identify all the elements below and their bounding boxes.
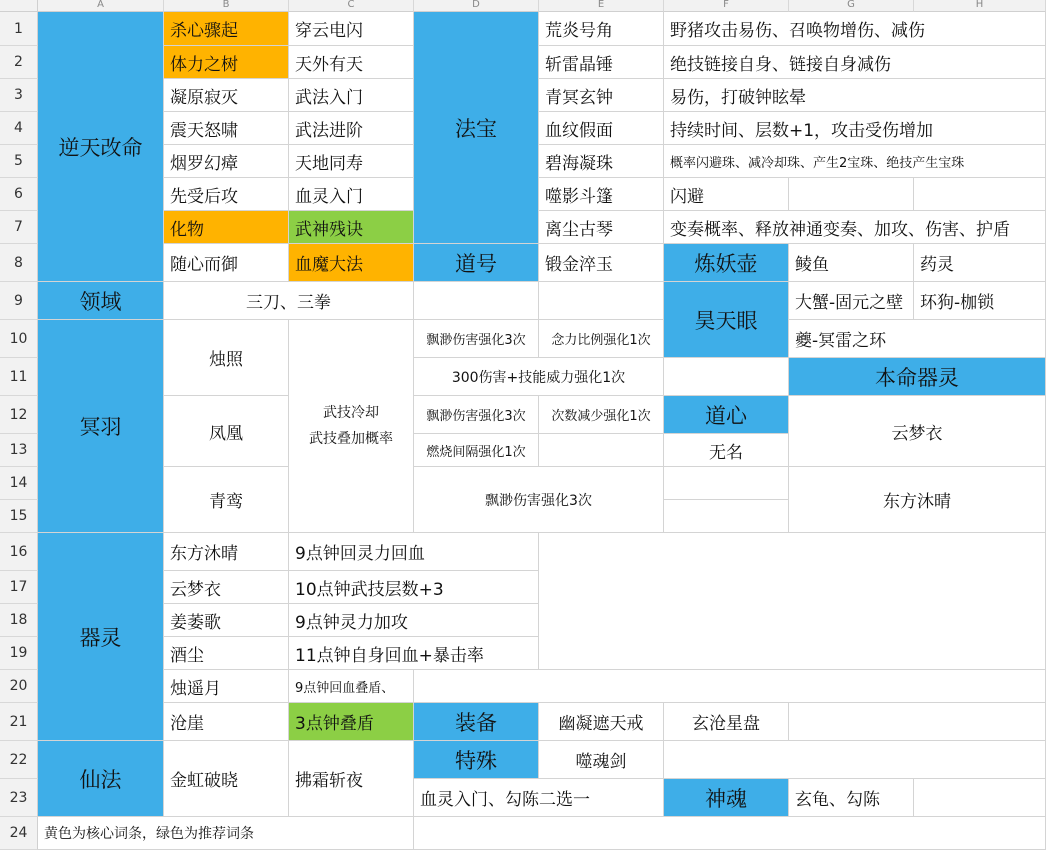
benming-value-cell[interactable]: 云梦衣 (789, 396, 1046, 467)
empty-cell[interactable] (789, 703, 1046, 741)
nitian-skill-cell[interactable]: 体力之树 (164, 46, 289, 79)
row-header[interactable]: 13 (0, 434, 38, 467)
section-lingyu[interactable]: 领域 (38, 282, 164, 320)
qiling-name-cell[interactable]: 东方沐晴 (164, 533, 289, 571)
empty-cell[interactable] (539, 533, 1046, 670)
empty-cell[interactable] (914, 779, 1046, 817)
row-header[interactable]: 12 (0, 396, 38, 434)
row-header[interactable]: 16 (0, 533, 38, 571)
row-header[interactable]: 4 (0, 112, 38, 145)
fabao-name-cell[interactable]: 离尘古琴 (539, 211, 664, 244)
column-header-a[interactable]: A (38, 0, 164, 12)
row-header[interactable]: 21 (0, 703, 38, 741)
nitian-skill-cell[interactable]: 穿云电闪 (289, 12, 414, 46)
fabao-desc-cell[interactable]: 变奏概率、释放神通变奏、加攻、伤害、护盾 (664, 211, 1046, 244)
empty-cell[interactable] (914, 178, 1046, 211)
row-header[interactable]: 6 (0, 178, 38, 211)
qiling-desc-cell[interactable]: 9点钟灵力加攻 (289, 604, 539, 637)
nitian-skill-cell[interactable]: 血灵入门 (289, 178, 414, 211)
qiling-desc-cell[interactable]: 10点钟武技层数+3 (289, 571, 539, 604)
mingyu-shared-line1: 武技冷却 (323, 405, 379, 421)
section-shenhun[interactable]: 神魂 (664, 779, 789, 817)
section-mingyu[interactable]: 冥羽 (38, 320, 164, 533)
row-header[interactable]: 18 (0, 604, 38, 637)
benming-value-cell[interactable]: 东方沐晴 (789, 467, 1046, 533)
nitian-skill-cell[interactable]: 武神残诀 (289, 211, 414, 244)
haotianyan-value-cell[interactable]: 环狗-枷锁 (914, 282, 1046, 320)
zhuangbei-value-cell[interactable]: 玄沧星盘 (664, 703, 789, 741)
empty-cell[interactable] (414, 817, 1046, 850)
fabao-name-cell[interactable]: 碧海凝珠 (539, 145, 664, 178)
mingyu-detail-cell[interactable]: 飘渺伤害强化3次 (414, 396, 539, 434)
section-qiling[interactable]: 器灵 (38, 533, 164, 741)
nitian-skill-cell[interactable]: 先受后攻 (164, 178, 289, 211)
zhuangbei-value-cell[interactable]: 幽凝遮天戒 (539, 703, 664, 741)
nitian-skill-cell[interactable]: 震天怒啸 (164, 112, 289, 145)
row-header[interactable]: 7 (0, 211, 38, 244)
nitian-skill-cell[interactable]: 武法进阶 (289, 112, 414, 145)
qiling-desc-cell[interactable]: 11点钟自身回血+暴击率 (289, 637, 539, 670)
fabao-desc-cell[interactable]: 闪避 (664, 178, 789, 211)
qiling-name-cell[interactable]: 姜萎歌 (164, 604, 289, 637)
qiling-desc-cell[interactable]: 9点钟回灵力回血 (289, 533, 539, 571)
haotianyan-value-cell[interactable]: 大蟹-固元之壁 (789, 282, 914, 320)
row-header[interactable]: 14 (0, 467, 38, 500)
row-header[interactable]: 22 (0, 741, 38, 779)
section-daohao[interactable]: 道号 (414, 244, 539, 282)
nitian-skill-cell[interactable]: 天外有天 (289, 46, 414, 79)
row-header[interactable]: 1 (0, 12, 38, 46)
empty-cell[interactable] (664, 467, 789, 500)
fabao-name-cell[interactable]: 血纹假面 (539, 112, 664, 145)
empty-cell[interactable] (664, 500, 789, 533)
mingyu-detail-cell[interactable]: 飘渺伤害强化3次 (414, 467, 664, 533)
nitian-skill-cell[interactable]: 化物 (164, 211, 289, 244)
column-header-d[interactable]: D (414, 0, 539, 12)
haotianyan-value-cell[interactable]: 夔-冥雷之环 (789, 320, 1046, 358)
row-header[interactable]: 8 (0, 244, 38, 282)
row-header[interactable]: 10 (0, 320, 38, 358)
nitian-skill-cell[interactable]: 血魔大法 (289, 244, 414, 282)
fabao-name-cell[interactable]: 青冥玄钟 (539, 79, 664, 112)
empty-cell[interactable] (539, 282, 664, 320)
legend-note-cell[interactable]: 黄色为核心词条，绿色为推荐词条 (38, 817, 414, 850)
qiling-name-cell[interactable]: 酒尘 (164, 637, 289, 670)
section-xianfa[interactable]: 仙法 (38, 741, 164, 817)
row-header[interactable]: 19 (0, 637, 38, 670)
lianyaohu-value-cell[interactable]: 鲮鱼 (789, 244, 914, 282)
section-fabao[interactable]: 法宝 (414, 12, 539, 244)
fabao-desc-cell[interactable]: 概率闪避珠、减冷却珠、产生2宝珠、绝技产生宝珠 (664, 145, 1046, 178)
select-all-corner[interactable] (0, 0, 38, 12)
row-header[interactable]: 3 (0, 79, 38, 112)
row-header[interactable]: 15 (0, 500, 38, 533)
mingyu-detail-cell[interactable]: 次数减少强化1次 (539, 396, 664, 434)
nitian-skill-cell[interactable]: 武法入门 (289, 79, 414, 112)
mingyu-shared-cell[interactable] (289, 320, 414, 533)
mingyu-fenghuang-cell[interactable]: 凤凰 (164, 396, 289, 467)
empty-cell[interactable] (664, 741, 1046, 779)
xianfa-value-cell[interactable]: 拂霜斩夜 (289, 741, 414, 817)
lianyaohu-value-cell[interactable]: 药灵 (914, 244, 1046, 282)
section-benming-qiling[interactable]: 本命器灵 (789, 358, 1046, 396)
row-header[interactable]: 9 (0, 282, 38, 320)
row-header[interactable]: 17 (0, 571, 38, 604)
r23-note-cell[interactable]: 血灵入门、勾陈二选一 (414, 779, 664, 817)
nitian-skill-cell[interactable]: 凝原寂灭 (164, 79, 289, 112)
lingyu-value-cell[interactable]: 三刀、三拳 (164, 282, 414, 320)
fabao-desc-cell[interactable]: 绝技链接自身、链接自身减伤 (664, 46, 1046, 79)
section-haotianyan[interactable]: 昊天眼 (664, 282, 789, 358)
fabao-name-cell[interactable]: 斩雷晶锤 (539, 46, 664, 79)
empty-cell[interactable] (539, 434, 664, 467)
mingyu-qingluan-cell[interactable]: 青鸾 (164, 467, 289, 533)
section-teshu[interactable]: 特殊 (414, 741, 539, 779)
row-header[interactable]: 11 (0, 358, 38, 396)
mingyu-detail-cell[interactable]: 300伤害+技能威力强化1次 (414, 358, 664, 396)
mingyu-zhuzhao-cell[interactable]: 烛照 (164, 320, 289, 396)
row-header[interactable]: 24 (0, 817, 38, 850)
xianfa-value-cell[interactable]: 金虹破晓 (164, 741, 289, 817)
row-header[interactable]: 23 (0, 779, 38, 817)
column-header-b[interactable]: B (164, 0, 289, 12)
empty-cell[interactable] (789, 178, 914, 211)
nitian-skill-cell[interactable]: 烟罗幻瘴 (164, 145, 289, 178)
column-header-g[interactable]: G (789, 0, 914, 12)
section-lianyaohu[interactable]: 炼妖壶 (664, 244, 789, 282)
column-header-c[interactable]: C (289, 0, 414, 12)
qiling-desc-cell[interactable]: 9点钟回血叠盾、 (289, 670, 414, 703)
empty-cell[interactable] (414, 670, 1046, 703)
section-zhuangbei[interactable]: 装备 (414, 703, 539, 741)
column-header-h[interactable]: H (914, 0, 1046, 12)
qiling-name-cell[interactable]: 烛遥月 (164, 670, 289, 703)
shenhun-value-cell[interactable]: 玄龟、勾陈 (789, 779, 914, 817)
section-nitian-gaiming[interactable]: 逆天改命 (38, 12, 164, 282)
fabao-desc-cell[interactable]: 持续时间、层数+1，攻击受伤增加 (664, 112, 1046, 145)
column-header-f[interactable]: F (664, 0, 789, 12)
mingyu-detail-cell[interactable]: 飘渺伤害强化3次 (414, 320, 539, 358)
mingyu-shared-line2: 武技叠加概率 (309, 431, 393, 447)
nitian-skill-cell[interactable]: 随心而御 (164, 244, 289, 282)
row-header[interactable]: 2 (0, 46, 38, 79)
mingyu-detail-cell[interactable]: 念力比例强化1次 (539, 320, 664, 358)
fabao-desc-cell[interactable]: 野猪攻击易伤、召唤物增伤、减伤 (664, 12, 1046, 46)
empty-cell[interactable] (414, 282, 539, 320)
qiling-name-cell[interactable]: 沧崖 (164, 703, 289, 741)
section-daoxin[interactable]: 道心 (664, 396, 789, 434)
nitian-skill-cell[interactable]: 杀心骤起 (164, 12, 289, 46)
fabao-name-cell[interactable]: 荒炎号角 (539, 12, 664, 46)
daohao-value-cell[interactable]: 锻金淬玉 (539, 244, 664, 282)
teshu-value-cell[interactable]: 噬魂剑 (539, 741, 664, 779)
empty-cell[interactable] (664, 358, 789, 396)
row-header[interactable]: 20 (0, 670, 38, 703)
column-header-e[interactable]: E (539, 0, 664, 12)
nitian-skill-cell[interactable]: 天地同寿 (289, 145, 414, 178)
fabao-desc-cell[interactable]: 易伤，打破钟眩晕 (664, 79, 1046, 112)
qiling-name-cell[interactable]: 云梦衣 (164, 571, 289, 604)
daoxin-value-cell[interactable]: 无名 (664, 434, 789, 467)
fabao-name-cell[interactable]: 噬影斗篷 (539, 178, 664, 211)
qiling-desc-cell[interactable]: 3点钟叠盾 (289, 703, 414, 741)
mingyu-detail-cell[interactable]: 燃烧间隔强化1次 (414, 434, 539, 467)
row-header[interactable]: 5 (0, 145, 38, 178)
